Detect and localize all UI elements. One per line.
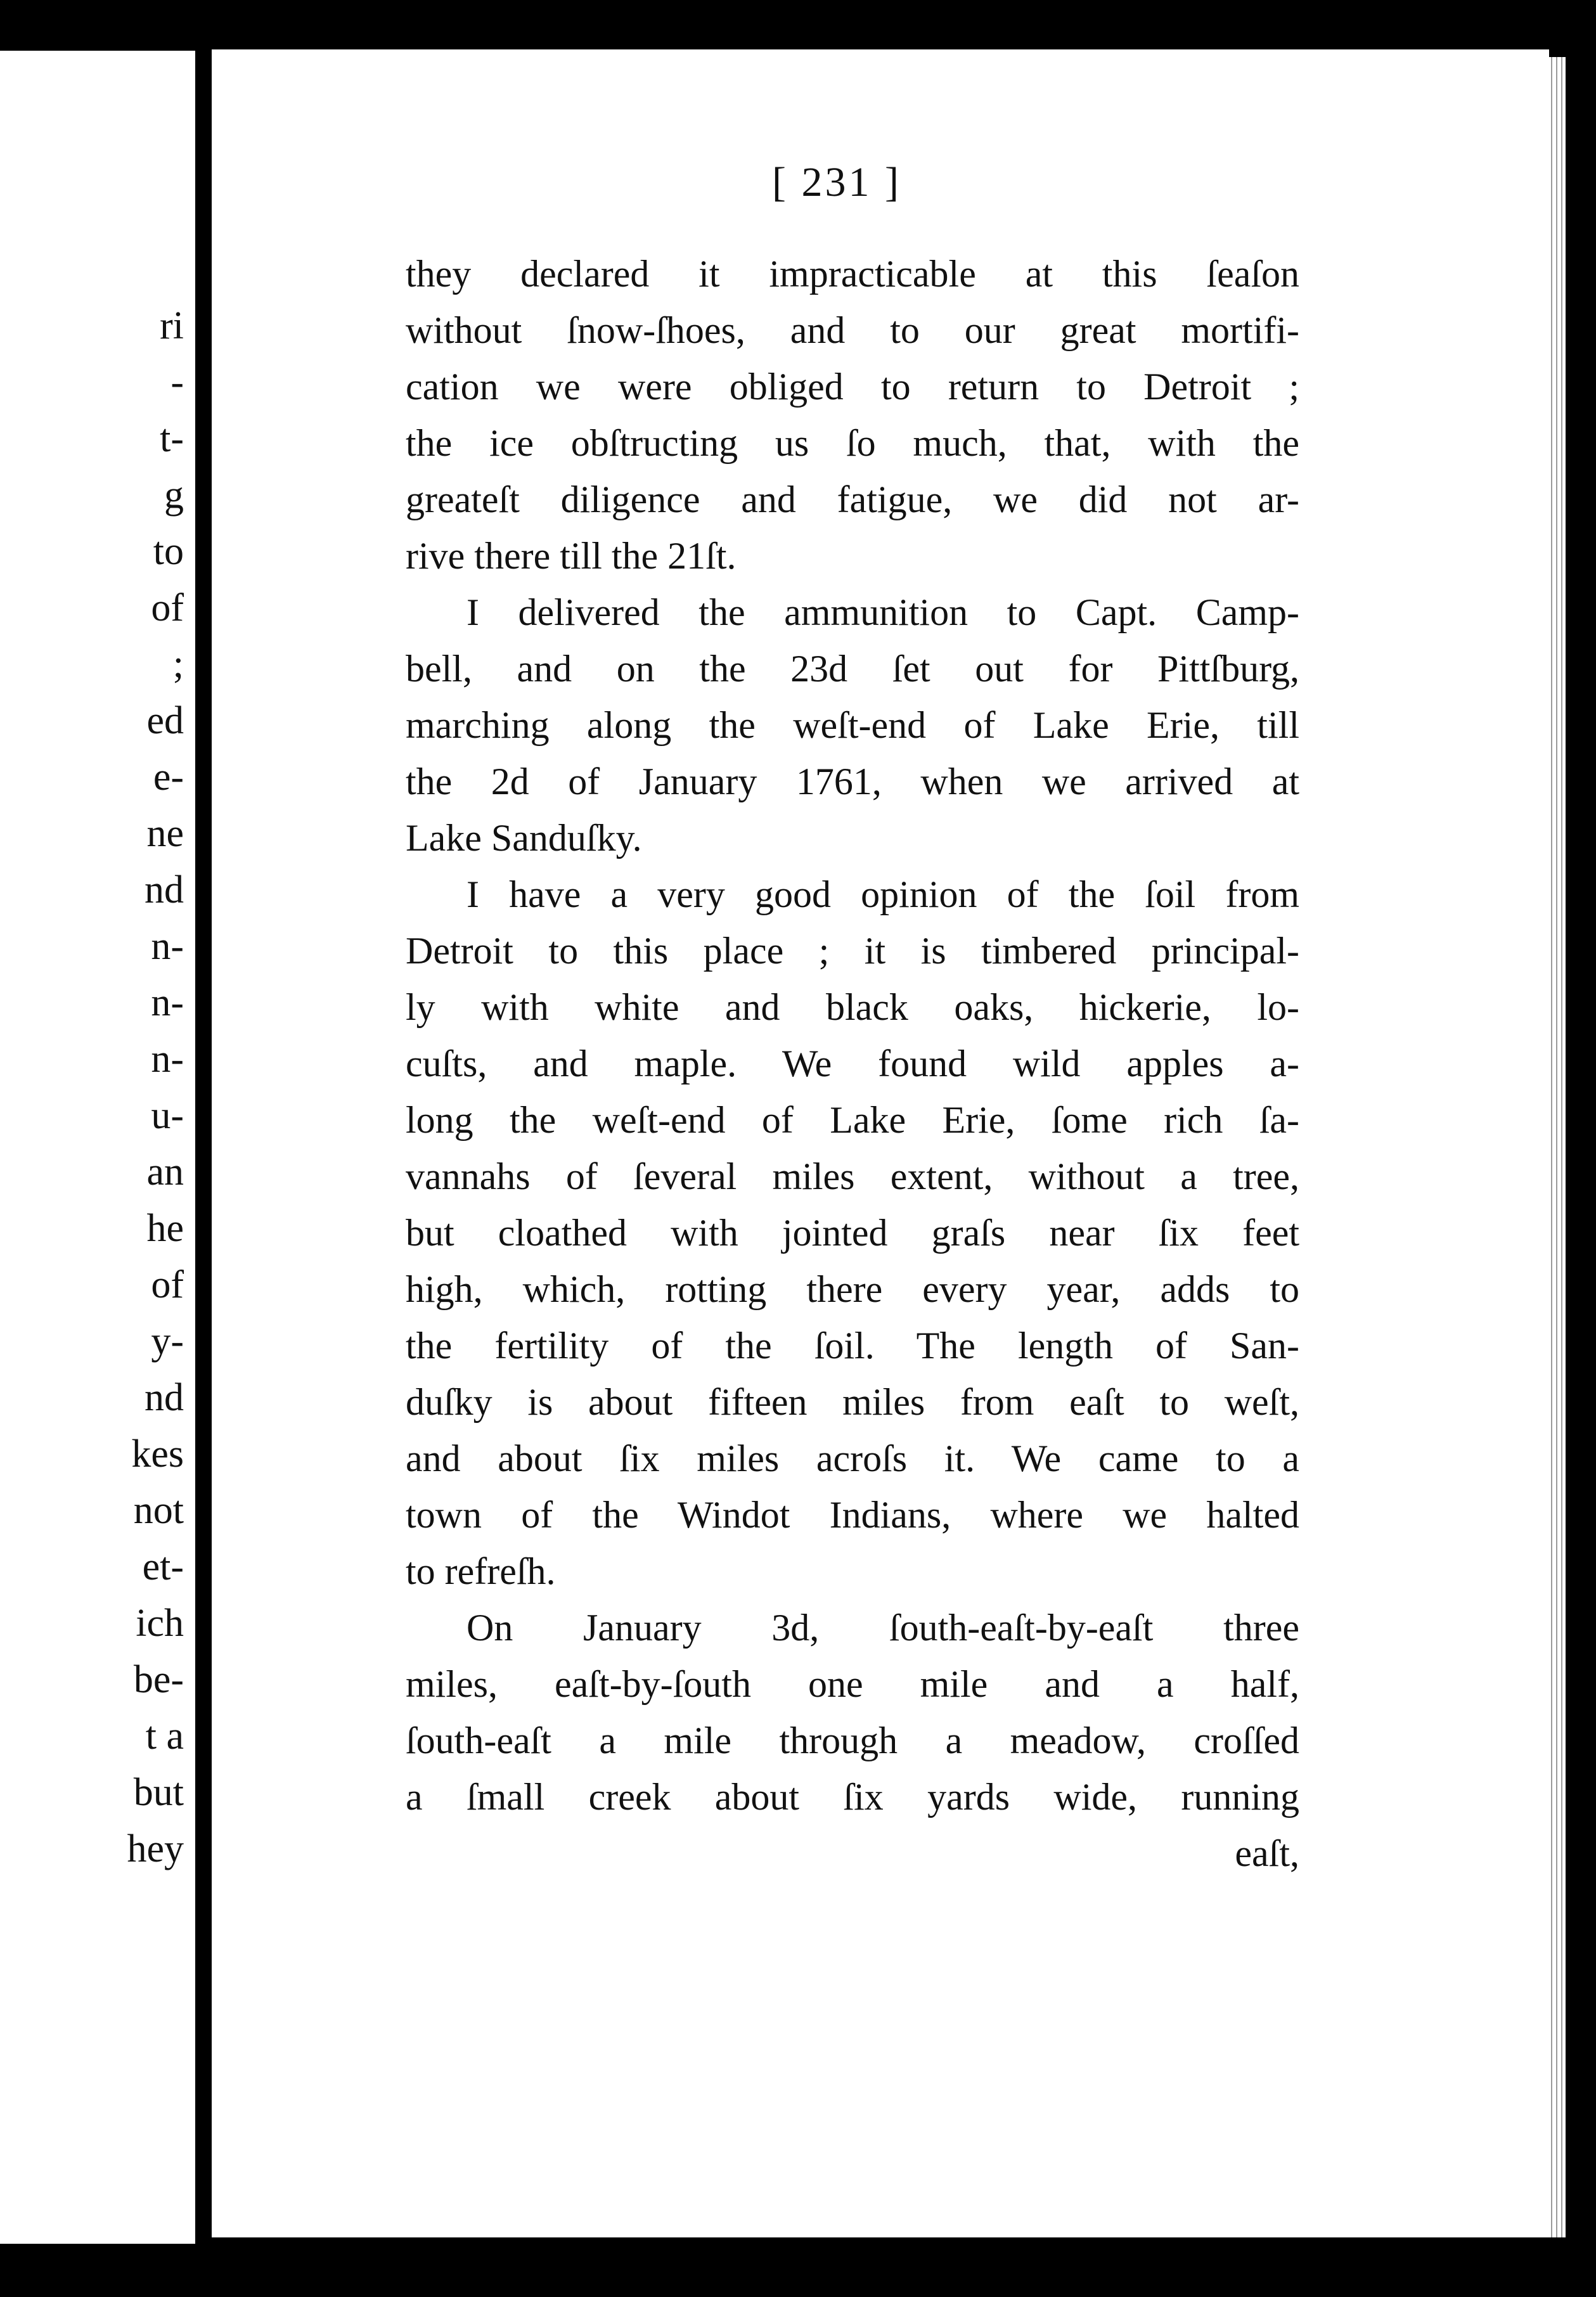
paragraph — [406, 584, 1299, 866]
left-fragment: ; — [172, 643, 184, 686]
left-fragment: nd — [145, 868, 184, 911]
paragraph — [406, 1600, 1299, 1825]
text-line: long the weſt-end of Lake Erie, ſome rich ſa- — [406, 1099, 1299, 1141]
text-line: to refreſh. — [406, 1550, 556, 1592]
text-line: vannahs of ſeveral miles extent, without a tree, — [406, 1155, 1299, 1197]
left-fragment: not — [133, 1489, 184, 1532]
left-fragment: u- — [151, 1094, 184, 1137]
left-fragment: kes — [131, 1432, 184, 1476]
left-fragment: ne — [146, 812, 184, 855]
page-number-header: [ 231 ] — [772, 159, 901, 205]
left-fragment: n- — [151, 925, 184, 968]
body-text — [406, 246, 1299, 1882]
left-fragment: t a — [145, 1715, 184, 1758]
text-line: bell, and on the 23d ſet out for Pittſburg, — [406, 648, 1299, 690]
text-line: the ice obſtructing us ſo much, that, with the — [406, 422, 1299, 464]
text-line: a ſmall creek about ſix yards wide, running — [406, 1776, 1299, 1818]
left-fragment: to — [153, 530, 184, 573]
left-fragment: n- — [151, 1038, 184, 1081]
text-line: and about ſix miles acroſs it. We came to a — [406, 1438, 1299, 1479]
left-fragment: g — [164, 473, 184, 517]
text-line: cation we were obliged to return to Detroit ; — [406, 366, 1299, 408]
left-fragment: nd — [145, 1376, 184, 1419]
text-line: town of the Windot Indians, where we halted — [406, 1494, 1299, 1536]
left-fragment: et- — [142, 1545, 184, 1588]
text-line: miles, eaſt-by-ſouth one mile and a half, — [406, 1663, 1299, 1705]
left-fragment: t- — [160, 417, 184, 460]
left-fragment: ed — [146, 699, 184, 742]
left-fragment: but — [133, 1771, 184, 1814]
text-line: duſky is about fifteen miles from eaſt to weſt, — [406, 1381, 1299, 1423]
text-line: I delivered the ammunition to Capt. Camp- — [467, 591, 1299, 633]
text-line: Lake Sanduſky. — [406, 817, 642, 859]
left-fragment: y- — [151, 1320, 184, 1363]
left-fragment: of — [151, 586, 184, 629]
text-line: I have a very good opinion of the ſoil from — [467, 873, 1299, 915]
paragraph — [406, 866, 1299, 1600]
left-fragment: he — [146, 1207, 184, 1250]
left-fragment: - — [171, 361, 184, 404]
text-line: ſouth-eaſt a mile through a meadow, croſſed — [406, 1720, 1299, 1761]
left-fragment: ich — [136, 1602, 184, 1645]
text-line: marching along the weſt-end of Lake Erie, till — [406, 704, 1299, 746]
text-line: Detroit to this place ; it is timbered principal- — [406, 930, 1299, 972]
text-line: ly with white and black oaks, hickerie, lo- — [406, 986, 1299, 1028]
text-line: cuſts, and maple. We found wild apples a- — [406, 1043, 1299, 1084]
left-fragment: an — [146, 1150, 184, 1194]
left-fragment: of — [151, 1263, 184, 1306]
left-fragment: hey — [127, 1827, 184, 1870]
book-gutter — [195, 51, 212, 2244]
text-line: On January 3d, ſouth-eaſt-by-eaſt three — [467, 1607, 1299, 1649]
page-edge-stack — [1549, 57, 1566, 2237]
left-fragment: be- — [133, 1658, 184, 1701]
left-fragment: e- — [153, 756, 184, 799]
text-line: without ſnow-ſhoes, and to our great mortifi- — [406, 309, 1299, 351]
left-fragment: ri — [160, 304, 184, 347]
left-fragment: n- — [151, 981, 184, 1024]
text-line: but cloathed with jointed graſs near ſix feet — [406, 1212, 1299, 1254]
left-facing-page — [0, 51, 195, 2244]
text-line: high, which, rotting there every year, adds to — [406, 1268, 1299, 1310]
text-line: rive there till the 21ſt. — [406, 535, 737, 577]
text-line: they declared it impracticable at this ſeaſon — [406, 253, 1299, 295]
text-line: the 2d of January 1761, when we arrived at — [406, 761, 1299, 802]
catchword: eaſt, — [1235, 1832, 1299, 1874]
text-line: the fertility of the ſoil. The length of San- — [406, 1325, 1299, 1367]
paragraph — [406, 246, 1299, 584]
text-line: greateſt diligence and fatigue, we did not ar- — [406, 479, 1299, 520]
left-page-text-fragments — [127, 298, 184, 1877]
